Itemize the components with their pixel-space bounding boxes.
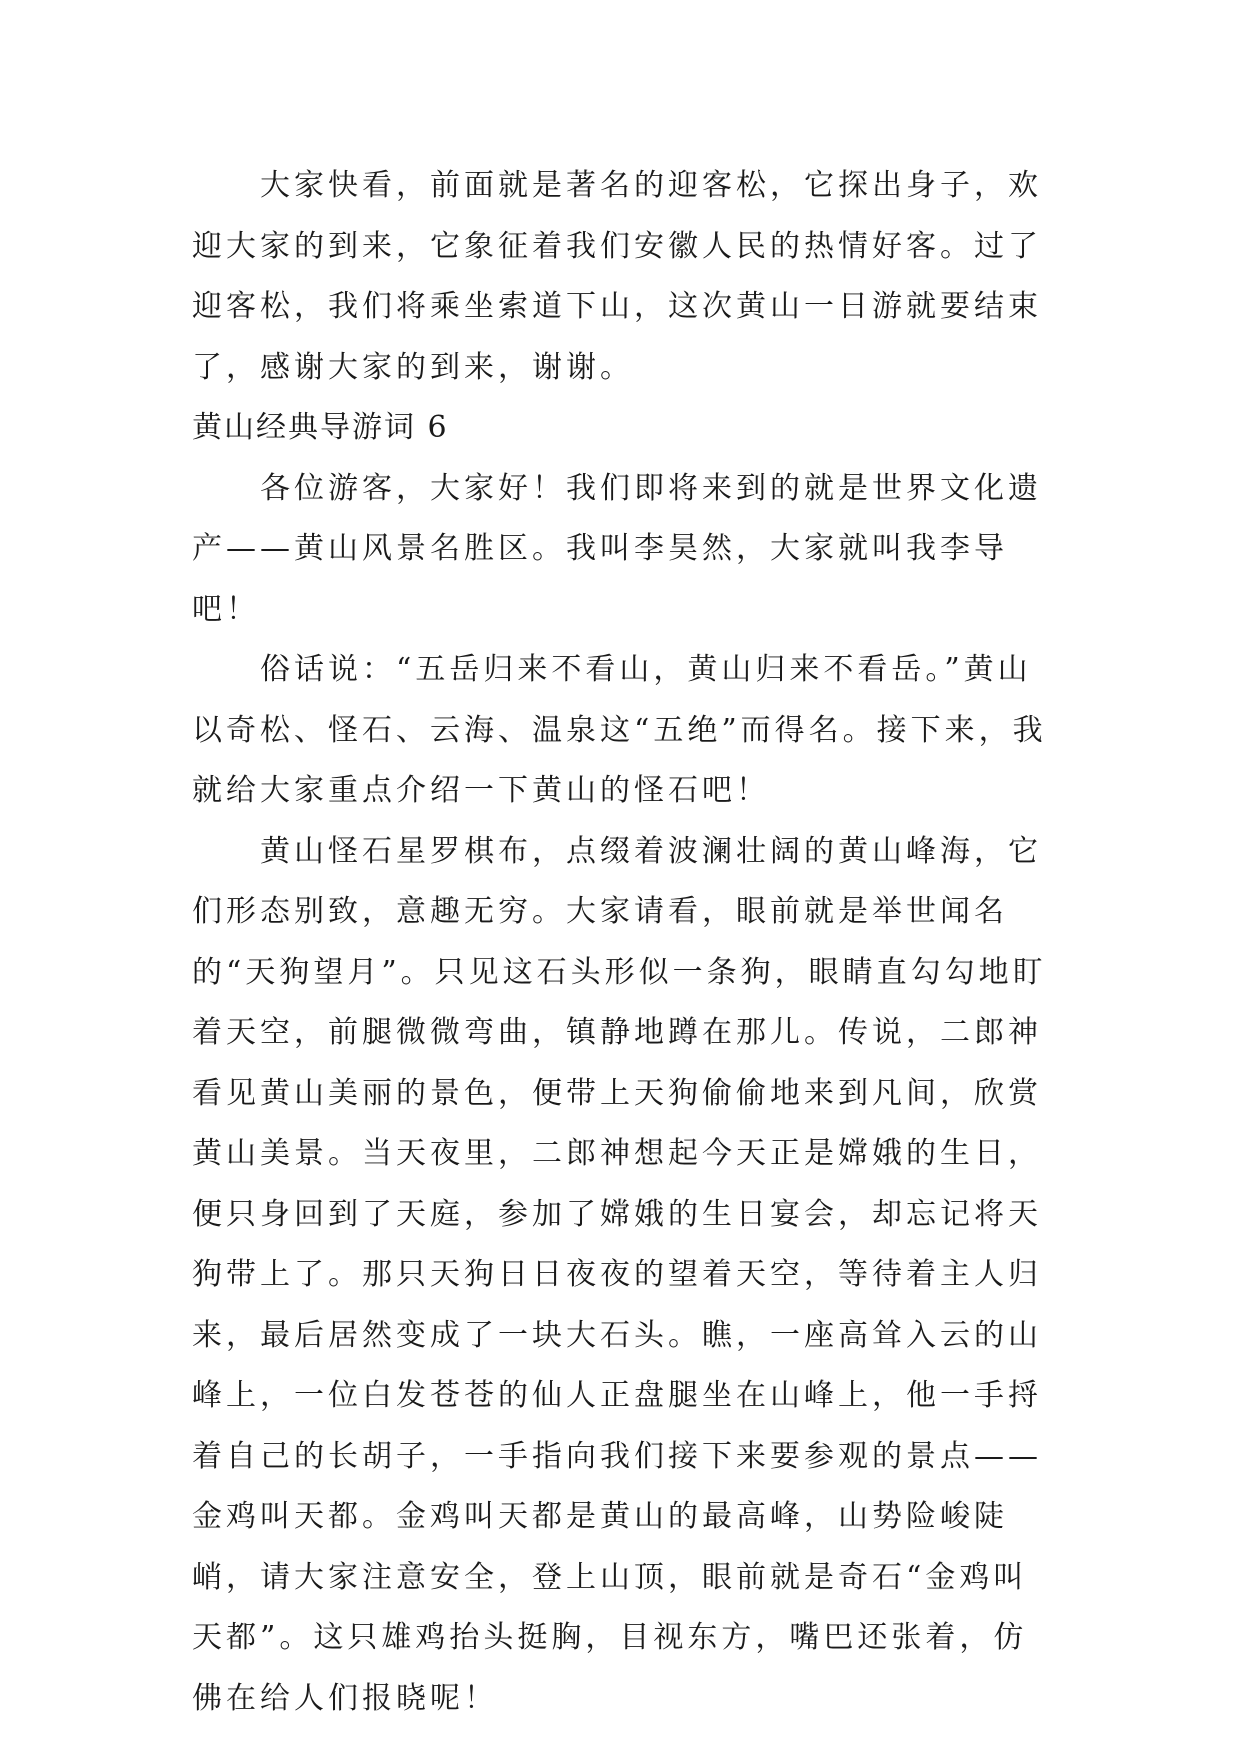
document-body [192,156,1052,1729]
paragraph-five-wonders: 俗话说：“五岳归来不看山，黄山归来不看岳。”黄山以奇松、怪石、云海、温泉这“五绝”而得名。接下来，我就给大家重点介绍一下黄山的怪石吧！ [192,652,1047,808]
paragraph-strange-rocks: 黄山怪石星罗棋布，点缀着波澜壮阔的黄山峰海，它们形态别致，意趣无穷。大家请看，眼前就是举世闻名的“天狗望月”。只见这石头形似一条狗，眼睛直勾勾地盯着天空，前腿微微弯曲，镇静地蹲在那儿。传说，二郎神看见黄山美丽的景色，便带上天狗偷偷地来到凡间，欣赏黄山美景。当天夜里，二郎神想起今天正是嫦娥的生日，便只身回到了天庭，参加了嫦娥的生日宴会，却忘记将天狗带上了。那只天狗日日夜夜的望着天空，等待着主人归来，最后居然变成了一块大石头。瞧，一座高耸入云的山峰上，一位白发苍苍的仙人正盘腿坐在山峰上，他一手捋着自己的长胡子，一手指向我们接下来要参观的景点——金鸡叫天都。金鸡叫天都是黄山的最高峰，山势险峻陡峭，请大家注意安全，登上山顶，眼前就是奇石“金鸡叫天都”。这只雄鸡抬头挺胸，目视东方，嘴巴还张着，仿佛在给人们报晓呢！ [192,833,1047,1716]
paragraph-greeting: 各位游客，大家好！我们即将来到的就是世界文化遗产——黄山风景名胜区。我叫李昊然，大家就叫我李导吧！ [192,470,1042,627]
section-title: 黄山经典导游词 6 [192,410,449,445]
paragraph-welcome-pine: 大家快看，前面就是著名的迎客松，它探出身子，欢迎大家的到来，它象征着我们安徽人民的热情好客。过了迎客松，我们将乘坐索道下山，这次黄山一日游就要结束了，感谢大家的到来，谢谢。 [192,168,1042,385]
